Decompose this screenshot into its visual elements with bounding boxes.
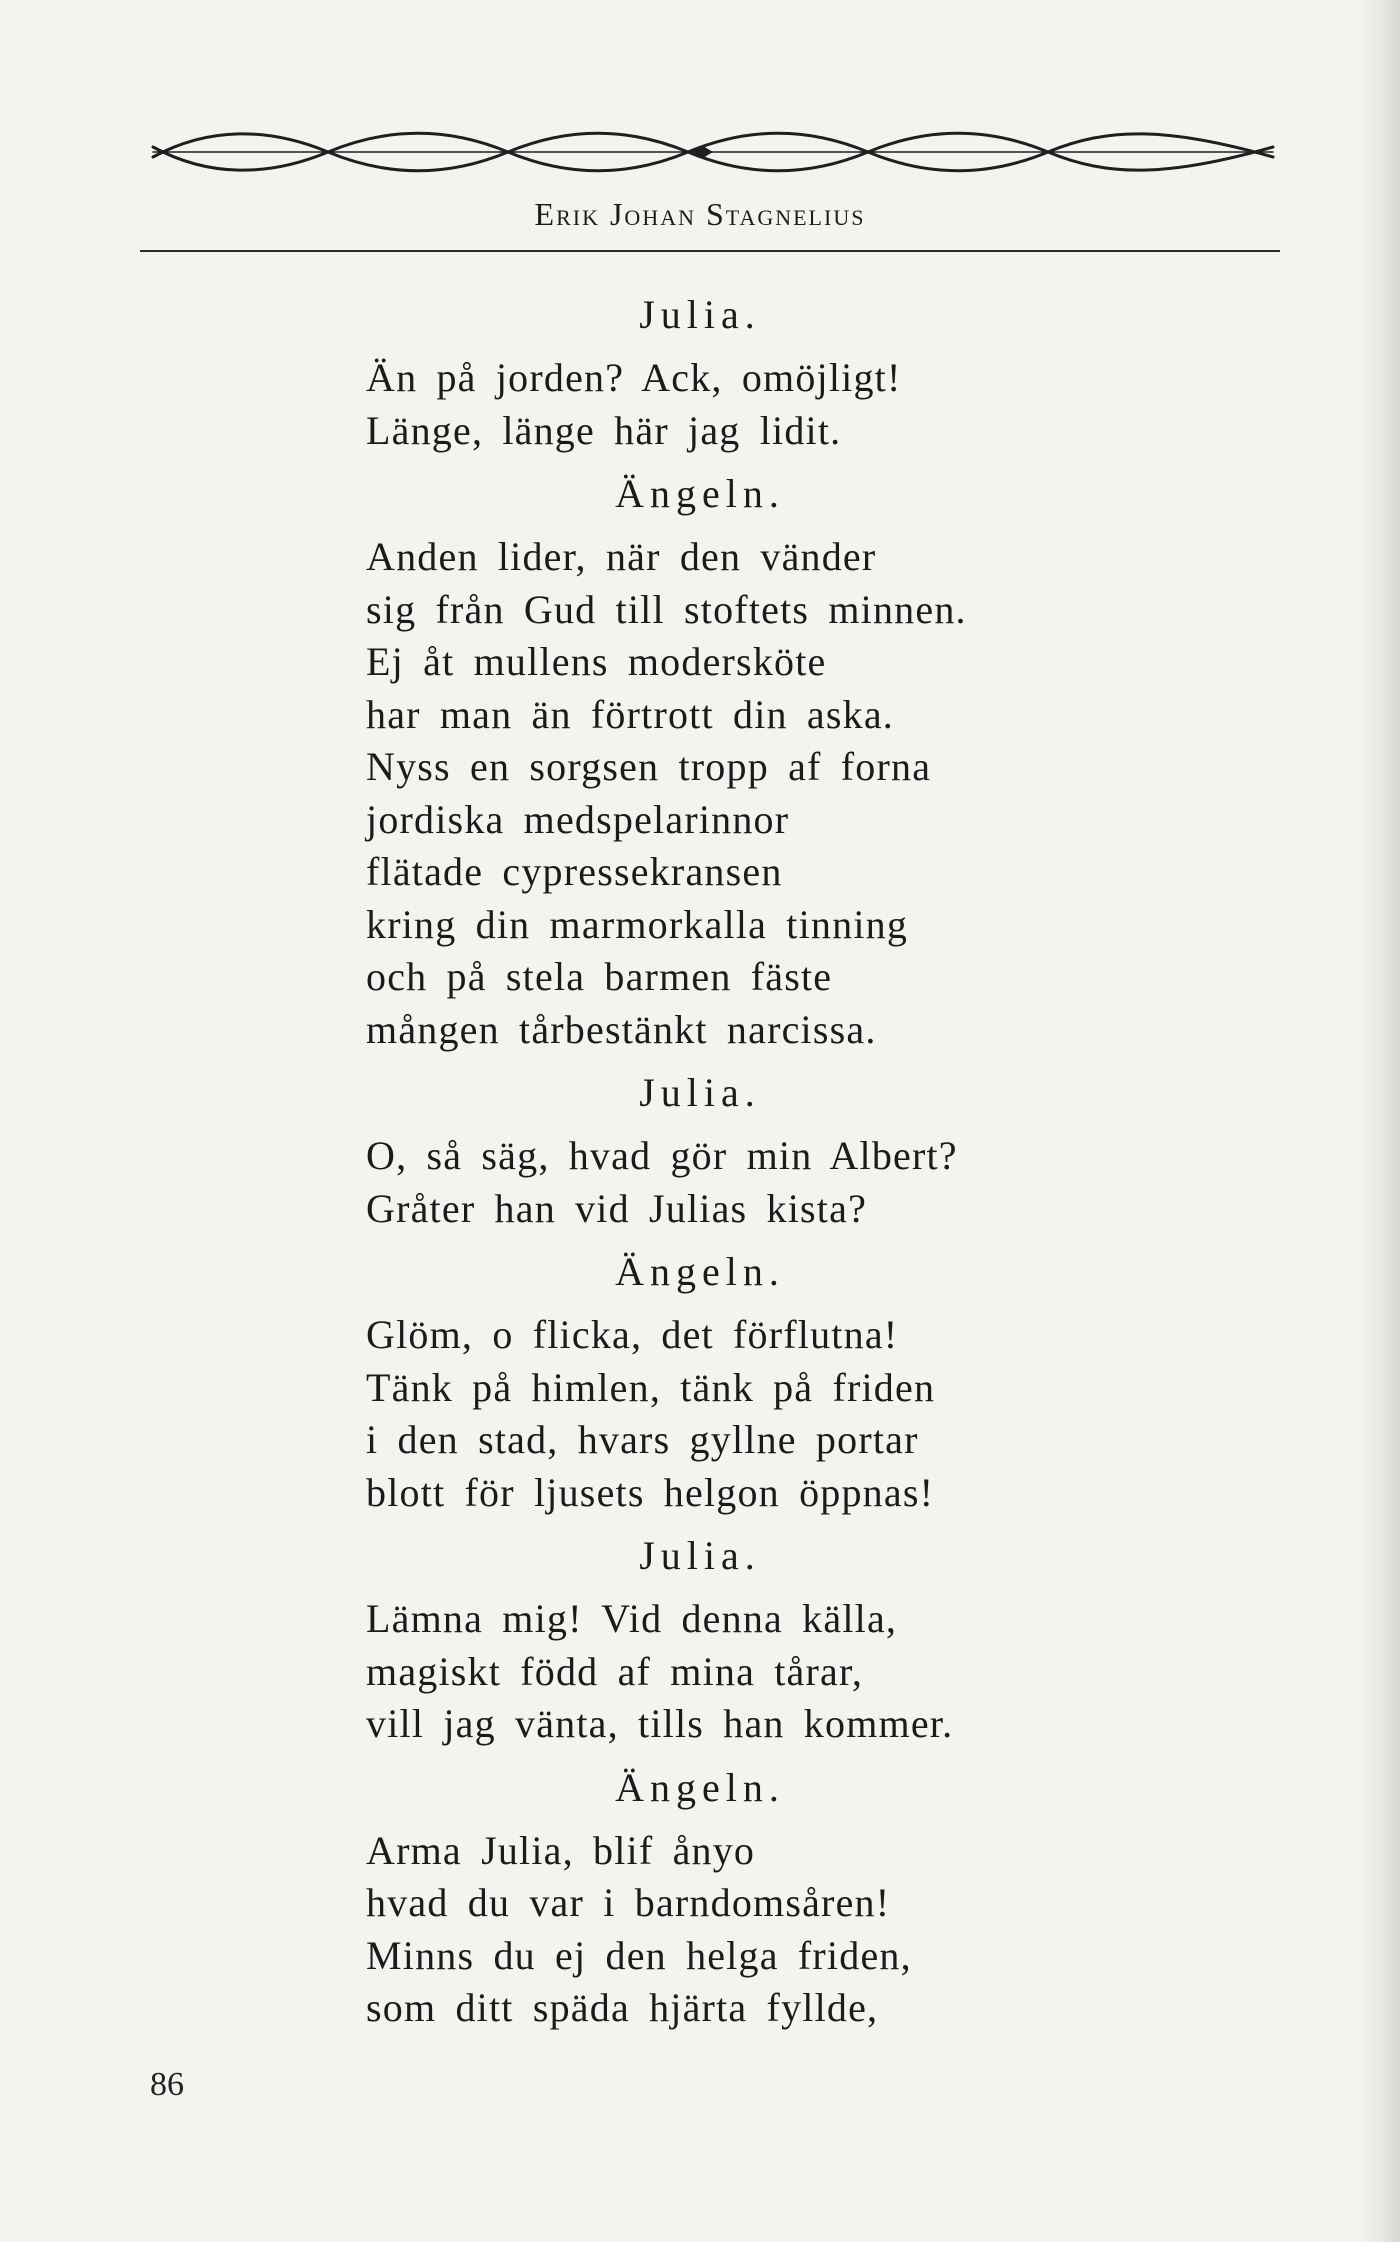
poem-body: [0, 278, 1400, 2035]
verse-line: Lämna mig! Vid denna källa,: [366, 1596, 898, 1641]
speaker-label: Julia.: [639, 1533, 761, 1578]
verse-line: hvad du var i barndomsåren!: [366, 1880, 891, 1925]
speaker-label: Julia.: [639, 1070, 761, 1115]
verse-line: Arma Julia, blif ånyo: [366, 1827, 756, 1873]
verse-line: kring din marmorkalla tinning: [366, 901, 909, 947]
verse-line: mången tårbestänkt narcissa.: [366, 1006, 877, 1052]
header-rule: [140, 250, 1280, 252]
verse-line: Anden lider, när den vänder: [366, 534, 877, 579]
verse-line: Länge, länge här jag lidit.: [366, 407, 842, 453]
speaker-label: Julia.: [639, 292, 761, 337]
verse-line: Tänk på himlen, tänk på friden: [366, 1364, 936, 1410]
verse-line: Gråter han vid Julias kista?: [366, 1185, 868, 1231]
verse-line: Minns du ej den helga friden,: [366, 1932, 912, 1978]
decorative-ornament-band: [148, 122, 1278, 182]
verse-line: vill jag vänta, tills han kommer.: [366, 1701, 954, 1746]
running-head: Erik Johan Stagnelius: [534, 196, 866, 232]
verse-line: flätade cypressekransen: [366, 849, 783, 894]
verse-line: Än på jorden? Ack, omöjligt!: [366, 355, 902, 400]
verse-line: Glöm, o flicka, det förflutna!: [366, 1312, 899, 1357]
verse-line: sig från Gud till stoftets minnen.: [366, 586, 967, 632]
verse-line: blott för ljusets helgon öppnas!: [366, 1469, 935, 1515]
verse-line: har man än förtrott din aska.: [366, 691, 894, 737]
verse-line: O, så säg, hvad gör min Albert?: [366, 1133, 958, 1178]
verse-line: jordiska medspelarinnor: [366, 796, 790, 842]
verse-line: Nyss en sorgsen tropp af forna: [366, 744, 932, 789]
speaker-label: Ängeln.: [615, 1764, 785, 1810]
verse-line: Ej åt mullens modersköte: [366, 639, 827, 684]
verse-line: i den stad, hvars gyllne portar: [366, 1417, 919, 1462]
verse-line: som ditt späda hjärta fyllde,: [366, 1985, 879, 2030]
verse-line: magiskt född af mina tårar,: [366, 1648, 864, 1694]
speaker-label: Ängeln.: [615, 471, 785, 516]
speaker-label: Ängeln.: [615, 1249, 785, 1294]
verse-line: och på stela barmen fäste: [366, 954, 833, 999]
page-number: 86: [150, 2066, 184, 2103]
